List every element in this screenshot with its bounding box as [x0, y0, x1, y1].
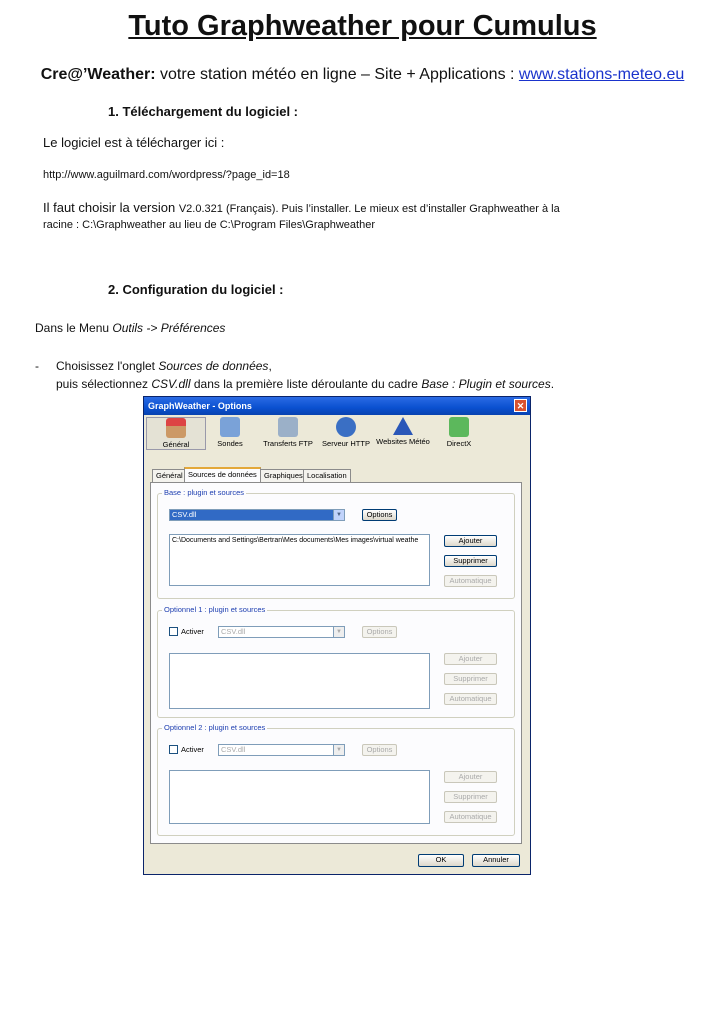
chevron-down-icon[interactable]: ▼ [333, 510, 344, 520]
step1-b: Sources de données [158, 359, 269, 373]
optional-2-options-button[interactable]: Options [362, 744, 397, 756]
globe-icon [336, 417, 356, 437]
version-line-2: racine : C:\Graphweather au lieu de C:\Program Files\Graphweather [43, 219, 375, 231]
group-optional-1-label: Optionnel 1 : plugin et sources [164, 605, 266, 614]
step-line-1 [56, 359, 272, 373]
toolbar-general[interactable] [146, 417, 206, 450]
website-icon [393, 417, 413, 435]
step2-c: dans la première liste déroulante du cadre [190, 377, 422, 391]
group-base [157, 488, 515, 599]
group-optional-1 [157, 605, 515, 718]
base-source-item[interactable]: C:\Documents and Settings\Bertran\Mes documents\Mes images\virtual weathe [172, 537, 419, 544]
optional-1-sources-list[interactable] [169, 653, 430, 709]
group-optional-2-label: Optionnel 2 : plugin et sources [164, 723, 266, 732]
document-title: Tuto Graphweather pour Cumulus [128, 10, 597, 42]
version-text-large: Il faut choisir la version [43, 200, 179, 215]
sensors-icon [220, 417, 240, 437]
optional-2-plugin-select[interactable] [218, 744, 345, 756]
brand-name: Cre@’Weather: [40, 66, 156, 83]
optional-1-add-button[interactable]: Ajouter [444, 653, 497, 665]
ftp-icon [278, 417, 298, 437]
section-1-heading: 1. Téléchargement du logiciel : [108, 104, 298, 119]
ok-button[interactable]: OK [418, 854, 464, 867]
chevron-down-icon[interactable]: ▼ [333, 627, 344, 637]
base-sources-list[interactable] [169, 534, 430, 586]
group-base-label: Base : plugin et sources [164, 488, 245, 497]
options-dialog [143, 396, 531, 875]
toolbar-sondes[interactable] [200, 417, 260, 448]
step2-b: CSV.dll [151, 377, 191, 391]
document-subtitle [0, 66, 725, 84]
tab-panel [150, 482, 522, 844]
optional-2-remove-button[interactable]: Supprimer [444, 791, 497, 803]
menu-instruction [35, 321, 225, 335]
base-options-button[interactable]: Options [362, 509, 397, 521]
optional-1-plugin-select[interactable] [218, 626, 345, 638]
optional-2-add-button[interactable]: Ajouter [444, 771, 497, 783]
subtitle-text: votre station météo en ligne – Site + Applications : [155, 66, 519, 83]
close-icon[interactable]: ✕ [514, 399, 527, 412]
tab-data-sources[interactable]: Sources de données [184, 467, 261, 484]
download-url[interactable]: http://www.aguilmard.com/wordpress/?page_id=18 [43, 169, 290, 181]
base-add-button[interactable]: Ajouter [444, 535, 497, 547]
tab-graphics[interactable]: Graphiques [260, 469, 307, 482]
optional-2-plugin-value: CSV.dll [221, 745, 246, 754]
toolbar-label: DirectX [446, 439, 472, 448]
tab-localisation[interactable]: Localisation [303, 469, 351, 482]
cancel-button[interactable]: Annuler [472, 854, 520, 867]
optional-2-checkbox[interactable] [169, 745, 178, 754]
step2-e: . [550, 377, 555, 391]
menu-path: Outils -> Préférences [112, 321, 226, 335]
optional-1-auto-button[interactable]: Automatique [444, 693, 497, 705]
optional-1-plugin-value: CSV.dll [221, 627, 246, 636]
directx-icon [449, 417, 469, 437]
house-icon [166, 418, 186, 438]
step2-a: puis sélectionnez [56, 377, 152, 391]
tab-general[interactable]: Général [152, 469, 187, 482]
toolbar-ftp[interactable] [258, 417, 318, 448]
base-remove-button[interactable]: Supprimer [444, 555, 497, 567]
version-line [43, 199, 560, 217]
toolbar-label: Sondes [217, 439, 243, 448]
optional-2-sources-list[interactable] [169, 770, 430, 824]
base-plugin-select[interactable] [169, 509, 345, 521]
step1-c: , [268, 359, 272, 373]
step2-d: Base : Plugin et sources [421, 377, 551, 391]
site-link[interactable]: www.stations-meteo.eu [518, 66, 685, 83]
bullet-dash: - [35, 359, 39, 373]
toolbar-directx[interactable] [429, 417, 489, 448]
toolbar-websites[interactable] [373, 417, 433, 446]
toolbar-label: Transferts FTP [263, 439, 313, 448]
dialog-titlebar [144, 397, 530, 415]
optional-1-activate-label: Activer [181, 627, 204, 636]
step1-a: Choisissez l'onglet [56, 359, 159, 373]
download-text: Le logiciel est à télécharger ici : [43, 135, 225, 150]
optional-1-checkbox[interactable] [169, 627, 178, 636]
optional-1-options-button[interactable]: Options [362, 626, 397, 638]
version-text-small: V2.0.321 (Français). Puis l’installer. Le mieux est d’installer Graphweather à la [178, 203, 560, 215]
base-auto-button[interactable]: Automatique [444, 575, 497, 587]
group-optional-2 [157, 723, 515, 836]
section-2-heading: 2. Configuration du logiciel : [108, 282, 284, 297]
optional-2-activate-label: Activer [181, 745, 204, 754]
toolbar-http[interactable] [316, 417, 376, 448]
toolbar-label: Serveur HTTP [322, 439, 370, 448]
toolbar-label: Websites Météo [376, 437, 430, 446]
optional-1-remove-button[interactable]: Supprimer [444, 673, 497, 685]
menu-prefix: Dans le Menu [35, 321, 113, 335]
base-plugin-value: CSV.dll [172, 510, 197, 519]
chevron-down-icon[interactable]: ▼ [333, 745, 344, 755]
toolbar-label: Général [162, 440, 190, 449]
dialog-title: GraphWeather - Options [148, 401, 252, 411]
optional-2-auto-button[interactable]: Automatique [444, 811, 497, 823]
step-line-2 [56, 377, 554, 391]
